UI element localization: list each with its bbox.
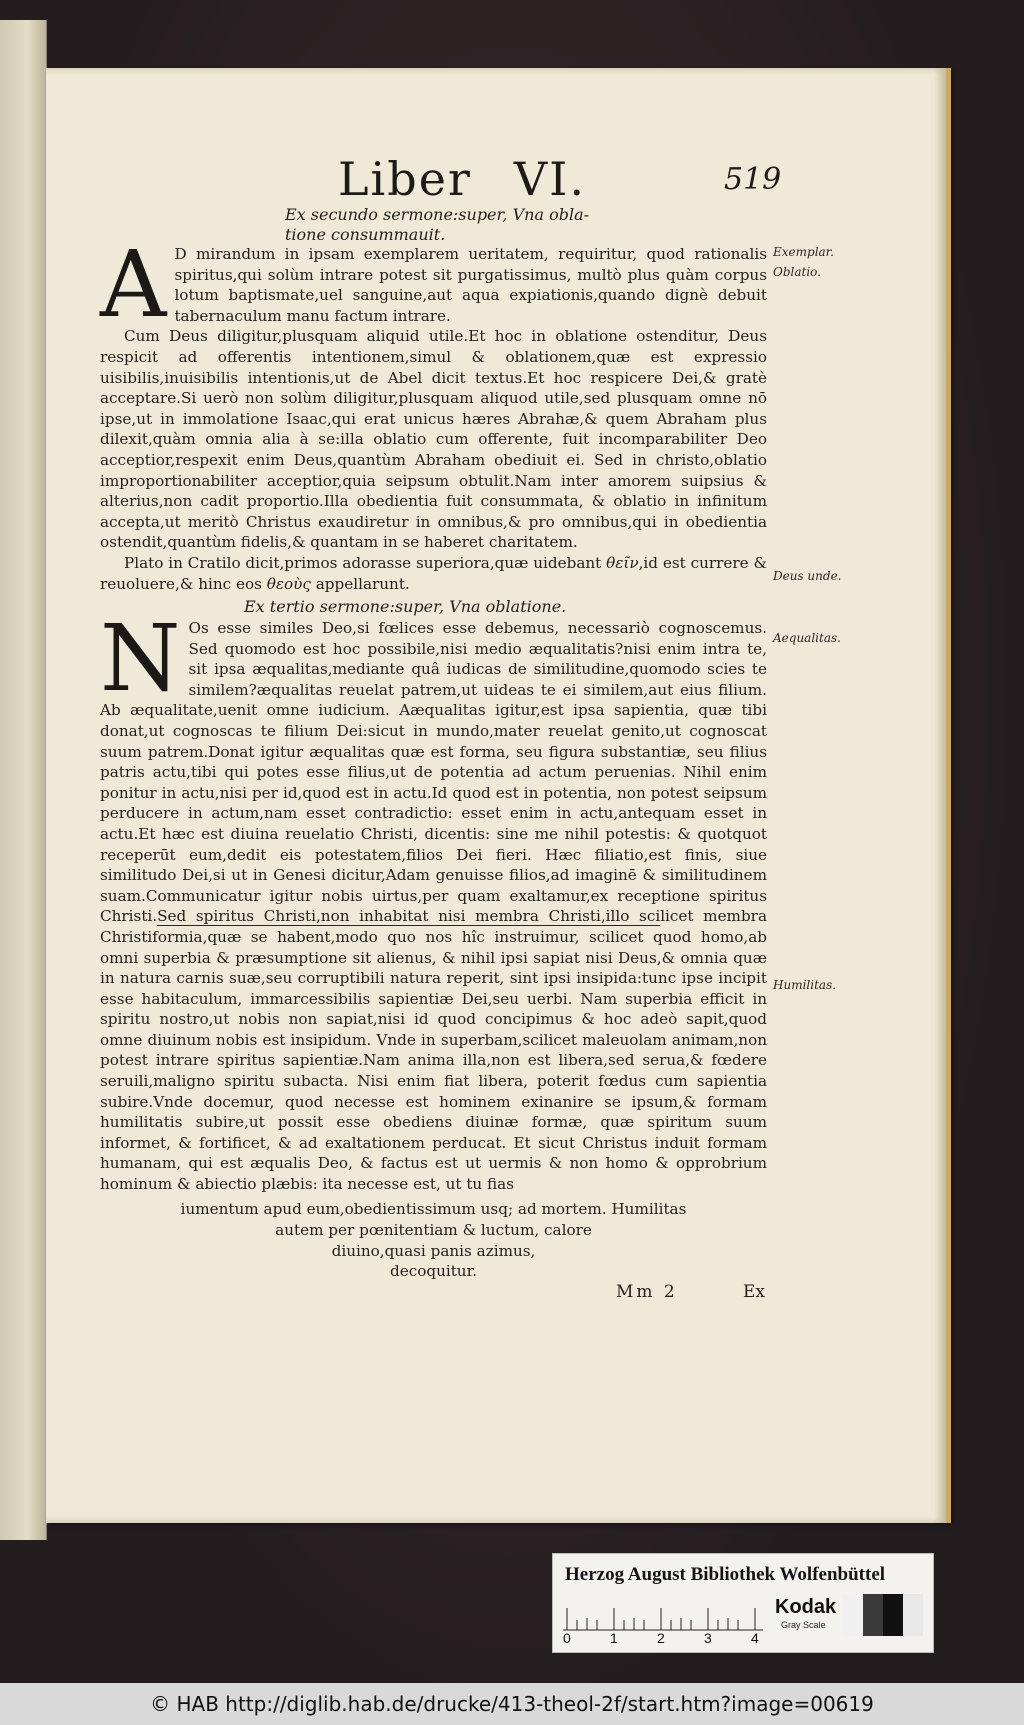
section2-para-start: Os esse similes Deo,si fœlices esse debemus, necessariò cognoscemus. Sed quomodo est hoc possibile,nisi medio æqualitatis?nisi enim intra te, sit ipsa æqualitas,mediante quâ iudicas de similitudine,quomodo scies te similem?æqualitas reuelat patrem,ut uideas te ei similem,aut eius filium. Ab æqualitate,uenit omne iudicium. Aæqualitas igitur,est ipsa sapientia, quæ tibi donat,ut cognoscas te filium Dei:sicut in mundo,mater reuelat genito,ut cognoscat suum patrem.Donat igitur æqualitas quæ est forma, seu figura substantiæ, seu filius patris actu,tibi qui potes esse filius,ut de potentia ad actum peruenias. Nihil enim ponitur in actu,nisi per id,quod est in actu.Id quod est in potentia, non potest seipsum perducere in actum,nam esset contradictio: esset enim in actu,antequam esset in actu.Et hæc est diuina reuelatio Christi, dicentis: sine me nihil potestis: & quotquot receperūt eum,dedit eis potestatem,filios Dei fieri. Hæc filiatio,est finis, siue similitudo Dei,si ut in Genesi dicitur,Adam genuisse filios,ad imaginē & similitudinem suam.Communicatur igitur nobis uirtus,per quam exaltamur,ex receptione spiritus Christi. [100,619,767,926]
para3-text-b: ,id est currere & reuoluere,& hinc eos [100,553,767,593]
margin-note-oblatio: Oblatio. [773,265,821,279]
library-label [552,1553,934,1653]
swatch-light [903,1594,923,1636]
closing-line-2: autem per pœnitentiam & luctum, calore [275,1220,592,1239]
running-head-numeral: VI. [513,152,586,206]
section2-heading: Ex tertio sermone:super, Vna oblatione. [244,597,567,616]
section2-para-rest: licet membra Christiformia,quæ se habent,modo quo nos hîc instruimur, scilicet quod homo,ab omni superbia & præsumptione sit alienus, & nihil ipsi sapiat nisi Deus,& omnia quæ in natura carnis suæ,seu corruptibili natura reperit, sint ipsi insipida:tunc ipse incipit esse habitaculum, immarcessibilis sapientiæ Dei,seu uerbi. Nam superbia efficit in spiritu nostro,ut nobis non sapiat,nisi id quod concipimus & hoc adeò sapit,quod omne diuinum nobis est insipidum. Vnde in superbam,scilicet maleuolam animam,non potest intrare spiritus sapientiæ.Nam anima illa,non est libera,sed serua,& fœdere seruili,maligno spiritu subacta. Nisi enim fiat libera, poterit fœdus cum sapientia subire.Vnde docemur, quod necesse est hominem exinanire se ipsum,& formam humilitatis subire,ut possit esse obediens diuinæ formæ, quæ spiritum suum informet, & fortificet, & ad exaltationem perducat. Et sicut Christus induit formam humanam, qui est æqualis Deo, & factus est ut uermis & non homo & opprobrium hominum & abiectio plæbis: ita necesse est, ut tu fias [100,907,767,1194]
section1-heading [285,205,589,245]
greek-word-2: θεοὺς [266,574,311,593]
ruler-digit-0: 0 [563,1630,571,1646]
swatch-white [843,1594,863,1636]
page-number: 519 [724,162,782,197]
ruler-graphic [563,1596,763,1632]
catchword: Ex [743,1282,765,1302]
ruler-digit-1: 1 [610,1630,618,1646]
margin-note-humilitas: Humilitas. [773,978,837,992]
underlined-passage: Sed spiritus Christi,non inhabitat nisi membra Christi,illo sci [157,907,661,926]
section1-heading-line2: tione consummauit. [285,225,446,244]
ruler-digit-2: 2 [657,1630,665,1646]
ruler-digit-3: 3 [704,1630,712,1646]
para3-text-c: appellarunt. [310,574,410,593]
kodak-logo: Kodak [775,1596,837,1618]
library-label-title: Herzog August Bibliothek Wolfenbüttel [565,1564,886,1585]
gray-scale-swatches [843,1594,923,1636]
closing-line-4: decoquitur. [389,1262,478,1281]
para3-text-a: Plato in Cratilo dicit,primos adorasse superiora,quæ uidebant [124,553,607,572]
closing-line-1: iumentum apud eum,obedientissimum usq; ad mortem. Humilitas [180,1200,687,1218]
kodak-subtitle: Gray Scale [781,1620,826,1630]
closing-lines [100,1199,767,1282]
credit-bar [0,1683,1024,1725]
margin-note-aequalitas: Aequalitas. [773,631,841,645]
credit-text[interactable]: © HAB http://diglib.hab.de/drucke/413-theol-2f/start.htm?image=00619 [150,1692,874,1716]
left-page-edge [0,20,47,1540]
ruler-digit-4: 4 [751,1630,759,1646]
closing-line-3: diuino,quasi panis azimus, [331,1241,536,1260]
section1-para2: Cum Deus diligitur,plusquam aliquid utile.Et hoc in oblatione ostenditur, Deus respicit ad offerentis intentionem,simul & oblationem,quæ est expressio uisibilis,inuisibilis intentionis,ut de Abel dicit textus.Et hoc respicere Dei,& gratè acceptare.Si uerò non solùm diligitur,plusquam aliquod utile,sed plusquam omne nō ipse,ut in immolatione Isaac,qui erat unicus hæres Abrahæ,& quem Abraham plus dilexit,quàm omnia alia à se:illa oblatio cum offerente, fuit incomparabiliter Deo acceptior,respexit enim Deus,quantùm Abraham obediuit ei. Sed in christo,oblatio improportionabiliter acceptior,quia seipsum obtulit.Nam inter amorem suipsius & alterius,non cadit proportio.Illa obedientia fuit consummata, & oblatio in infinitum accepta,ut meritò Christus exaudiretur in omnibus,& pro omnibus,qui in obedientia ostendit,quantùm fidelis,& quantam in se haberet charitatem. [100,327,767,552]
signature-mark: Mm 2 [616,1282,678,1302]
dropcap-n: N [100,605,181,712]
swatch-black [883,1594,903,1636]
section1-heading-line1: Ex secundo sermone:super, Vna obla- [285,205,590,224]
section1-para3 [100,553,767,594]
dropcap-a: A [100,231,167,338]
margin-note-exemplar: Exemplar. [773,245,834,259]
section1-para1: D mirandum in ipsam exemplarem ueritatem, requiritur, quod rationalis spiritus,qui solùm intrare potest sit purgatissimus, multò plus quàm corpus lotum baptismate,uel sanguine,aut aqua expiationis,quando dignè debuit tabernaculum manu factum intrare. [174,245,767,325]
greek-word-1: θεῖν [606,553,639,572]
margin-note-deus-unde: Deus unde. [773,569,842,583]
running-head-word: Liber [338,152,472,206]
running-head [338,152,586,206]
swatch-dark-gray [863,1594,883,1636]
